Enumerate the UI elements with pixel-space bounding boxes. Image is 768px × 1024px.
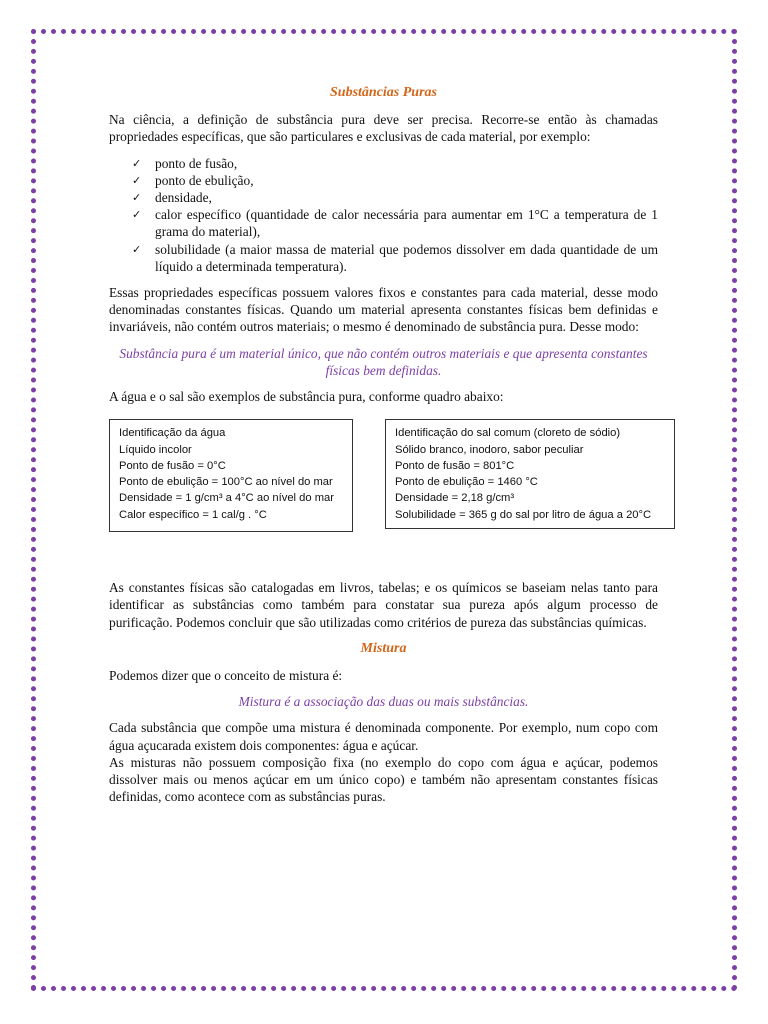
salt-identification-box xyxy=(385,419,675,529)
mixture-properties-paragraph: As misturas não possuem composição fixa (no exemplo do copo com água e açúcar, podemos dissolver mais ou menos açúcar em um único copo) e também não apresentam constantes físicas definidas, como acontece com as substâncias puras. xyxy=(109,754,658,805)
checkmark-icon: ✓ xyxy=(132,156,142,170)
list-item: ✓ ponto de ebulição, xyxy=(132,172,254,188)
box-line: Ponto de ebulição = 1460 °C xyxy=(395,476,538,489)
list-item: ✓ calor específico (quantidade de calor necessária para aumentar em 1°C a temperatura de 1 grama do material), xyxy=(132,207,658,240)
component-paragraph: Cada substância que compõe uma mistura é denominada componente. Por exemplo, num copo com água açucarada existem dois componentes: água e açúcar. xyxy=(109,720,658,753)
list-item: ✓ densidade, xyxy=(132,190,212,206)
box-line: Ponto de fusão = 0°C xyxy=(119,459,226,472)
box-line: Calor específico = 1 cal/g . °C xyxy=(119,508,267,521)
examples-boxes xyxy=(109,419,658,561)
definition-mixture: Mistura é a associação das duas ou mais substâncias. xyxy=(238,694,529,710)
box-line: Sólido branco, inodoro, sabor peculiar xyxy=(395,443,584,456)
properties-list xyxy=(109,155,658,275)
box-line: Líquido incolor xyxy=(119,443,192,456)
section-title-mistura: Mistura xyxy=(360,640,407,656)
checkmark-icon: ✓ xyxy=(132,208,142,222)
mixture-intro: Podemos dizer que o conceito de mistura é: xyxy=(109,668,343,684)
checkmark-icon: ✓ xyxy=(132,242,142,256)
box-line: Ponto de fusão = 801°C xyxy=(395,459,515,472)
definition-pure-substance: Substância pura é um material único, que não contém outros materiais e que apresenta constantes físicas bem definidas. xyxy=(119,345,648,378)
checkmark-icon: ✓ xyxy=(132,191,142,205)
list-item: ✓ ponto de fusão, xyxy=(132,155,238,171)
intro-paragraph: Na ciência, a definição de substância pura deve ser precisa. Recorre-se então às chamadas propriedades específicas, que são particulares e exclusivas de cada material, por exemplo: xyxy=(109,112,658,145)
document-body xyxy=(109,84,658,814)
constants-paragraph: Essas propriedades específicas possuem valores fixos e constantes para cada material, desse modo denominadas constantes físicas. Quando um material apresenta constantes físicas bem definidas e invariáveis, não contém outros materiais; o mesmo é denominado de substância pura. Desse modo: xyxy=(109,285,658,335)
section-title-substancias-puras: Substâncias Puras xyxy=(330,85,437,100)
catalog-paragraph: As constantes físicas são catalogadas em livros, tabelas; e os químicos se baseiam nelas tanto para identificar as substâncias como também para constatar sua pureza após algum processo de purificação. Podemos concluir que são utilizadas como critérios de pureza das substâncias químicas. xyxy=(109,580,658,630)
checkmark-icon: ✓ xyxy=(132,173,142,187)
water-identification-box xyxy=(109,419,353,532)
examples-paragraph: A água e o sal são exemplos de substância pura, conforme quadro abaixo: xyxy=(109,389,504,405)
box-line: Densidade = 2,18 g/cm³ xyxy=(395,492,515,505)
box-line: Densidade = 1 g/cm³ a 4°C ao nível do mar xyxy=(119,492,334,505)
box-line: Identificação do sal comum (cloreto de sódio) xyxy=(395,427,621,440)
box-line: Ponto de ebulição = 100°C ao nível do mar xyxy=(119,476,333,489)
list-item: ✓ solubilidade (a maior massa de material que podemos dissolver em dada quantidade de um líquido a determinada temperatura). xyxy=(132,241,658,274)
box-line: Identificação da água xyxy=(119,427,226,440)
box-line: Solubilidade = 365 g do sal por litro de água a 20°C xyxy=(395,508,652,521)
